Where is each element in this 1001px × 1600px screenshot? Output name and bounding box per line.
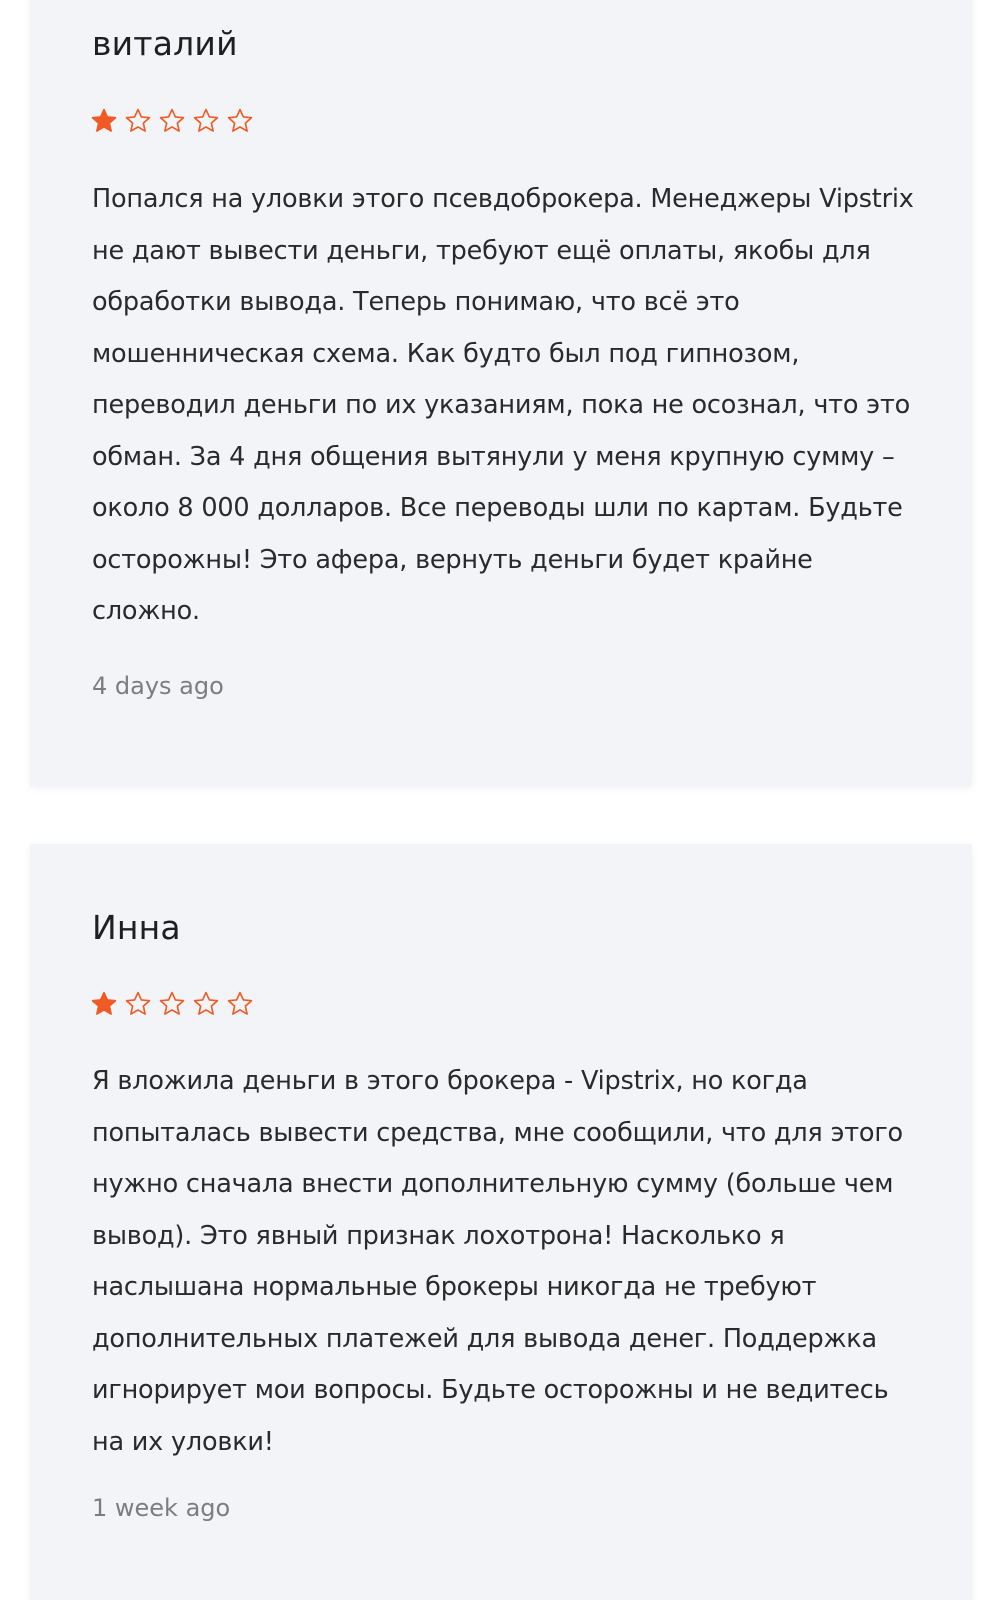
star-empty-icon <box>124 107 152 135</box>
star-empty-icon <box>158 107 186 135</box>
star-empty-icon <box>124 990 152 1018</box>
review-card <box>30 844 972 1600</box>
star-rating <box>90 107 254 137</box>
star-filled-icon <box>90 990 118 1018</box>
review-text: Попался на уловки этого псевдоброкера. Менеджеры Vipstrix не дают вывести деньги, требуют ещё оплаты, якобы для обработки вывода. Теперь понимаю, что всё это мошенническая схема. Как будто был под гипнозом, переводил деньги по их указаниям, пока не осознал, что это обман. За 4 дня общения вытянули у меня крупную сумму – около 8 000 долларов. Все переводы шли по картам. Будьте осторожны! Это афера, вернуть деньги будет крайне сложно. <box>92 184 914 626</box>
review-card <box>30 0 972 786</box>
review-timestamp: 1 week ago <box>92 1494 231 1522</box>
review-author: Инна <box>92 908 181 947</box>
star-filled-icon <box>90 107 118 135</box>
star-empty-icon <box>158 990 186 1018</box>
review-text: Я вложила деньги в этого брокера - Vipstrix, но когда попыталась вывести средства, мне сообщили, что для этого нужно сначала внести дополнительную сумму (больше чем вывод). Это явный признак лохотрона! Насколько я наслышана нормальные брокеры никогда не требуют дополнительных платежей для вывода денег. Поддержка игнорирует мои вопросы. Будьте осторожны и не ведитесь на их уловки! <box>92 1066 903 1457</box>
review-timestamp: 4 days ago <box>92 672 224 700</box>
star-empty-icon <box>226 990 254 1018</box>
review-author: виталий <box>92 24 238 63</box>
star-empty-icon <box>192 990 220 1018</box>
star-empty-icon <box>192 107 220 135</box>
star-rating <box>90 990 254 1020</box>
star-empty-icon <box>226 107 254 135</box>
